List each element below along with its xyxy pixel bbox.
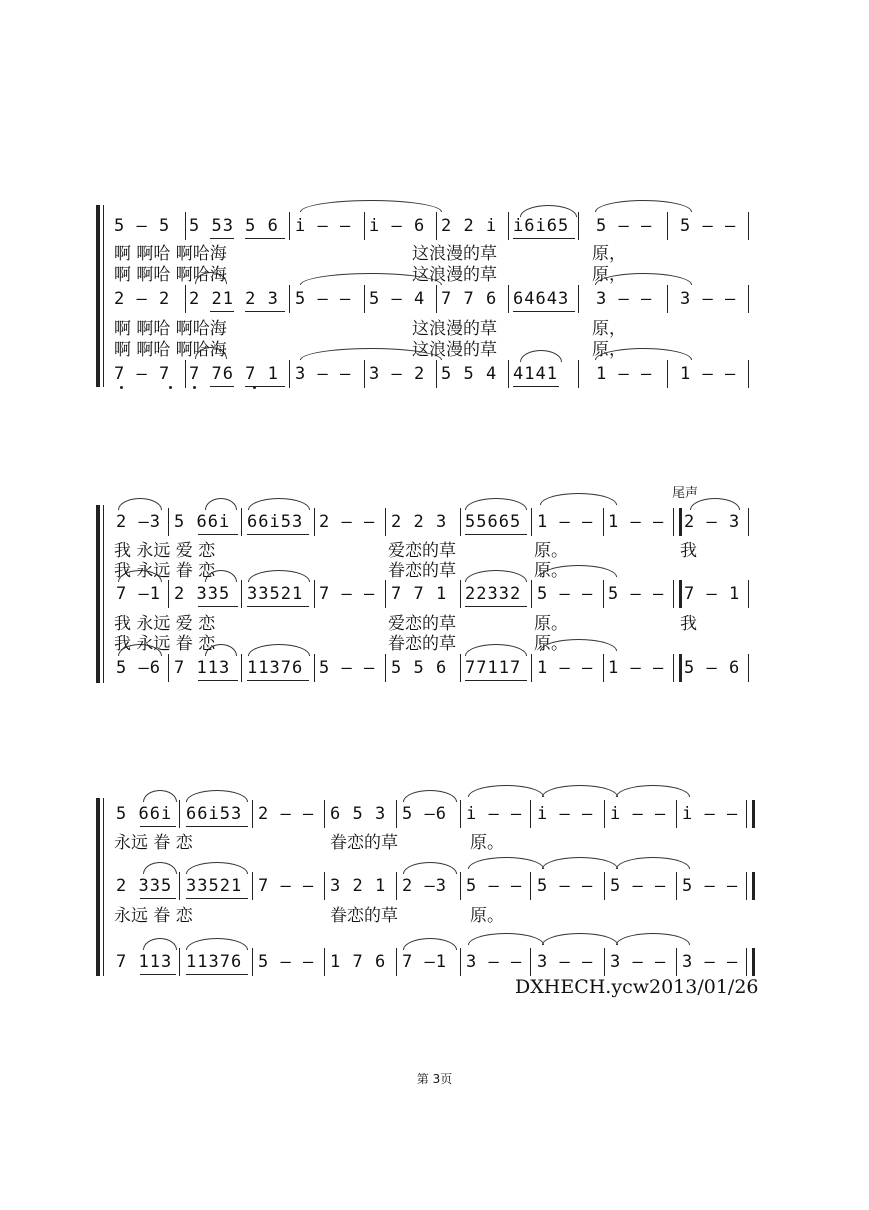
lyric-line xyxy=(0,560,869,582)
lyric-segment: 这浪漫的草 xyxy=(412,319,497,339)
measure: i – – xyxy=(295,216,352,236)
lyric-segment: 眷恋的草 xyxy=(388,634,456,654)
measure: 7 113 xyxy=(174,658,231,678)
slur xyxy=(616,857,690,869)
lyric-segment: 这浪漫的草 xyxy=(412,340,497,360)
measure: i – – xyxy=(682,804,739,824)
underline xyxy=(198,680,238,681)
lyric-segment: 原。 xyxy=(534,561,568,581)
measure: 3 – – xyxy=(466,952,523,972)
lyric-segment: 永远 眷 恋 xyxy=(114,833,193,853)
lyric-line xyxy=(0,339,869,361)
underline xyxy=(465,534,527,535)
measure: 2 2 i xyxy=(441,216,498,236)
measure: 3 – – xyxy=(295,364,352,384)
measure: 5 66i xyxy=(174,512,231,532)
measure: 5 – – xyxy=(608,584,665,604)
measure: 7 – – xyxy=(319,584,376,604)
measure: 5 – – xyxy=(610,876,667,896)
measure: 2 – 2 xyxy=(114,289,171,309)
lyric-segment: 我 永远 眷 恋 xyxy=(114,634,216,654)
measure: 7 7 1 xyxy=(391,584,448,604)
underline xyxy=(140,898,176,899)
measure: 33521 xyxy=(247,584,304,604)
measure: i – – xyxy=(537,804,594,824)
slur xyxy=(143,938,177,950)
measure: 2 335 xyxy=(116,876,173,896)
underline xyxy=(186,826,248,827)
measure: 11376 xyxy=(186,952,243,972)
underline xyxy=(513,386,559,387)
measure: i6i65 xyxy=(513,216,570,236)
low-octave-dot xyxy=(193,386,196,389)
lyric-line xyxy=(0,905,869,927)
measure: 7 –1 xyxy=(116,584,161,604)
lyric-line xyxy=(0,633,869,655)
lyric-segment: 这浪漫的草 xyxy=(412,244,497,264)
measure: 5 – – xyxy=(537,584,594,604)
measure: 7 –1 xyxy=(402,952,447,972)
measure: 3 – – xyxy=(610,952,667,972)
underline xyxy=(210,238,234,239)
lyric-segment: 原， xyxy=(592,340,626,360)
lyric-segment: 我 永远 爱 恋 xyxy=(114,541,216,561)
measure: 5 – – xyxy=(682,876,739,896)
slur xyxy=(468,857,544,869)
lyric-line xyxy=(0,540,869,562)
measure: 3 – 2 xyxy=(369,364,426,384)
lyric-segment: 原。 xyxy=(470,833,504,853)
measure: 3 – – xyxy=(537,952,594,972)
measure: 7 – 1 xyxy=(684,584,741,604)
voice-alto xyxy=(0,874,869,898)
underline xyxy=(198,534,238,535)
slur xyxy=(300,200,442,212)
slur xyxy=(186,862,248,874)
lyric-segment: 原。 xyxy=(534,614,568,634)
measure: 2 –3 xyxy=(116,512,161,532)
underline xyxy=(245,386,285,387)
lyric-segment: 眷恋的草 xyxy=(388,561,456,581)
lyric-segment: 啊 啊哈 啊哈海 xyxy=(114,244,227,264)
lyric-segment: 这浪漫的草 xyxy=(412,265,497,285)
measure: i – – xyxy=(466,804,523,824)
measure: 1 – – xyxy=(596,364,653,384)
underline xyxy=(140,974,176,975)
measure: 55665 xyxy=(465,512,522,532)
lyric-segment: 原， xyxy=(592,265,626,285)
measure: 22332 xyxy=(465,584,522,604)
measure: 66i53 xyxy=(186,804,243,824)
measure: 5 5 6 xyxy=(391,658,448,678)
measure: 5 53 5 6 xyxy=(189,216,279,236)
lyric-segment: 我 永远 爱 恋 xyxy=(114,614,216,634)
measure: 5 – – xyxy=(295,289,352,309)
measure: i – 6 xyxy=(369,216,426,236)
measure: 3 2 1 xyxy=(330,876,387,896)
measure: 7 – – xyxy=(258,876,315,896)
lyric-segment: 爱恋的草 xyxy=(388,541,456,561)
measure: 5 5 4 xyxy=(441,364,498,384)
measure: 5 – 4 xyxy=(369,289,426,309)
measure: 5 – – xyxy=(596,216,653,236)
lyric-segment: 啊 啊哈 啊哈海 xyxy=(114,340,227,360)
underline xyxy=(513,311,575,312)
measure: 5 – – xyxy=(258,952,315,972)
lyric-segment: 原， xyxy=(592,319,626,339)
underline xyxy=(465,606,527,607)
lyric-line xyxy=(0,243,869,265)
measure: 5 – 6 xyxy=(684,658,741,678)
measure: 5 – – xyxy=(319,658,376,678)
measure: 2 335 xyxy=(174,584,231,604)
voice-bass xyxy=(0,362,869,386)
measure: 1 – – xyxy=(608,512,665,532)
underline xyxy=(210,311,234,312)
low-octave-dot xyxy=(169,386,172,389)
lyric-segment: 我 xyxy=(680,614,697,634)
measure: 5 – – xyxy=(680,216,737,236)
lyric-segment: 原， xyxy=(592,244,626,264)
voice-bass xyxy=(0,950,869,974)
slur xyxy=(595,200,692,212)
underline xyxy=(198,606,238,607)
voice-soprano xyxy=(0,510,869,534)
slur xyxy=(403,862,457,874)
measure: 2 – – xyxy=(319,512,376,532)
measure: 7 – 7 xyxy=(114,364,171,384)
slur xyxy=(205,498,237,510)
measure: 3 – – xyxy=(596,289,653,309)
measure: 5 66i xyxy=(116,804,173,824)
low-octave-dot xyxy=(253,386,256,389)
measure: 6 5 3 xyxy=(330,804,387,824)
underline xyxy=(210,386,234,387)
measure: 77117 xyxy=(465,658,522,678)
low-octave-dot xyxy=(120,386,123,389)
lyric-segment: 永远 眷 恋 xyxy=(114,906,193,926)
page-number: 第 3页 xyxy=(416,1072,453,1086)
slur xyxy=(403,790,457,802)
underline xyxy=(247,534,309,535)
underline xyxy=(247,680,309,681)
measure: 1 7 6 xyxy=(330,952,387,972)
slur xyxy=(542,933,618,945)
measure: 2 –3 xyxy=(402,876,447,896)
lyric-line xyxy=(0,832,869,854)
lyric-segment: 原。 xyxy=(470,906,504,926)
slur xyxy=(542,857,618,869)
underline xyxy=(140,826,176,827)
measure: 7 7 6 xyxy=(441,289,498,309)
lyric-line xyxy=(0,264,869,286)
slur xyxy=(468,785,544,797)
measure: 1 – – xyxy=(680,364,737,384)
measure: 5 –6 xyxy=(116,658,161,678)
measure: 1 – – xyxy=(537,512,594,532)
lyric-segment: 我 xyxy=(680,541,697,561)
measure: 2 – 3 xyxy=(684,512,741,532)
underline xyxy=(465,680,527,681)
measure: 4141 xyxy=(513,364,558,384)
measure: 2 2 3 xyxy=(391,512,448,532)
measure: 64643 xyxy=(513,289,570,309)
voice-soprano xyxy=(0,214,869,238)
lyric-segment: 啊 啊哈 啊哈海 xyxy=(114,319,227,339)
measure: 1 – – xyxy=(608,658,665,678)
lyric-segment: 眷恋的草 xyxy=(330,833,398,853)
slur xyxy=(540,493,617,505)
measure: 7 113 xyxy=(116,952,173,972)
slur xyxy=(143,790,177,802)
voice-alto xyxy=(0,582,869,606)
lyric-segment: 原。 xyxy=(534,541,568,561)
slur xyxy=(468,933,544,945)
underline xyxy=(186,898,248,899)
slur xyxy=(118,498,162,510)
lyric-line xyxy=(0,318,869,340)
measure: 2 21 2 3 xyxy=(189,289,279,309)
underline xyxy=(513,238,575,239)
measure: 1 – – xyxy=(537,658,594,678)
underline xyxy=(186,974,248,975)
measure: 5 – – xyxy=(537,876,594,896)
slur xyxy=(186,938,248,950)
underline xyxy=(245,238,285,239)
measure: 5 – 5 xyxy=(114,216,171,236)
measure: 33521 xyxy=(186,876,243,896)
slur xyxy=(542,785,618,797)
lyric-segment: 原。 xyxy=(534,634,568,654)
measure: i – – xyxy=(610,804,667,824)
measure: 3 – – xyxy=(682,952,739,972)
lyric-line xyxy=(0,613,869,635)
slur xyxy=(143,862,177,874)
measure: 11376 xyxy=(247,658,304,678)
watermark-signature: DXHECH.ycw2013/01/26 xyxy=(515,976,759,998)
slur xyxy=(616,785,690,797)
measure: 66i53 xyxy=(247,512,304,532)
lyric-segment: 爱恋的草 xyxy=(388,614,456,634)
measure: 3 – – xyxy=(680,289,737,309)
measure: 5 –6 xyxy=(402,804,447,824)
measure: 7 76 7 1 xyxy=(189,364,279,384)
lyric-segment: 啊 啊哈 啊哈海 xyxy=(114,265,227,285)
lyric-segment: 我 永远 眷 恋 xyxy=(114,561,216,581)
voice-alto xyxy=(0,287,869,311)
slur xyxy=(465,498,527,510)
slur xyxy=(403,938,457,950)
underline xyxy=(245,311,285,312)
coda-label: 尾声 xyxy=(672,486,699,501)
voice-bass xyxy=(0,656,869,680)
underline xyxy=(247,606,309,607)
slur xyxy=(616,933,690,945)
measure: 5 – – xyxy=(466,876,523,896)
voice-soprano xyxy=(0,802,869,826)
lyric-segment: 眷恋的草 xyxy=(330,906,398,926)
measure: 2 – – xyxy=(258,804,315,824)
slur xyxy=(248,498,310,510)
slur xyxy=(186,790,248,802)
